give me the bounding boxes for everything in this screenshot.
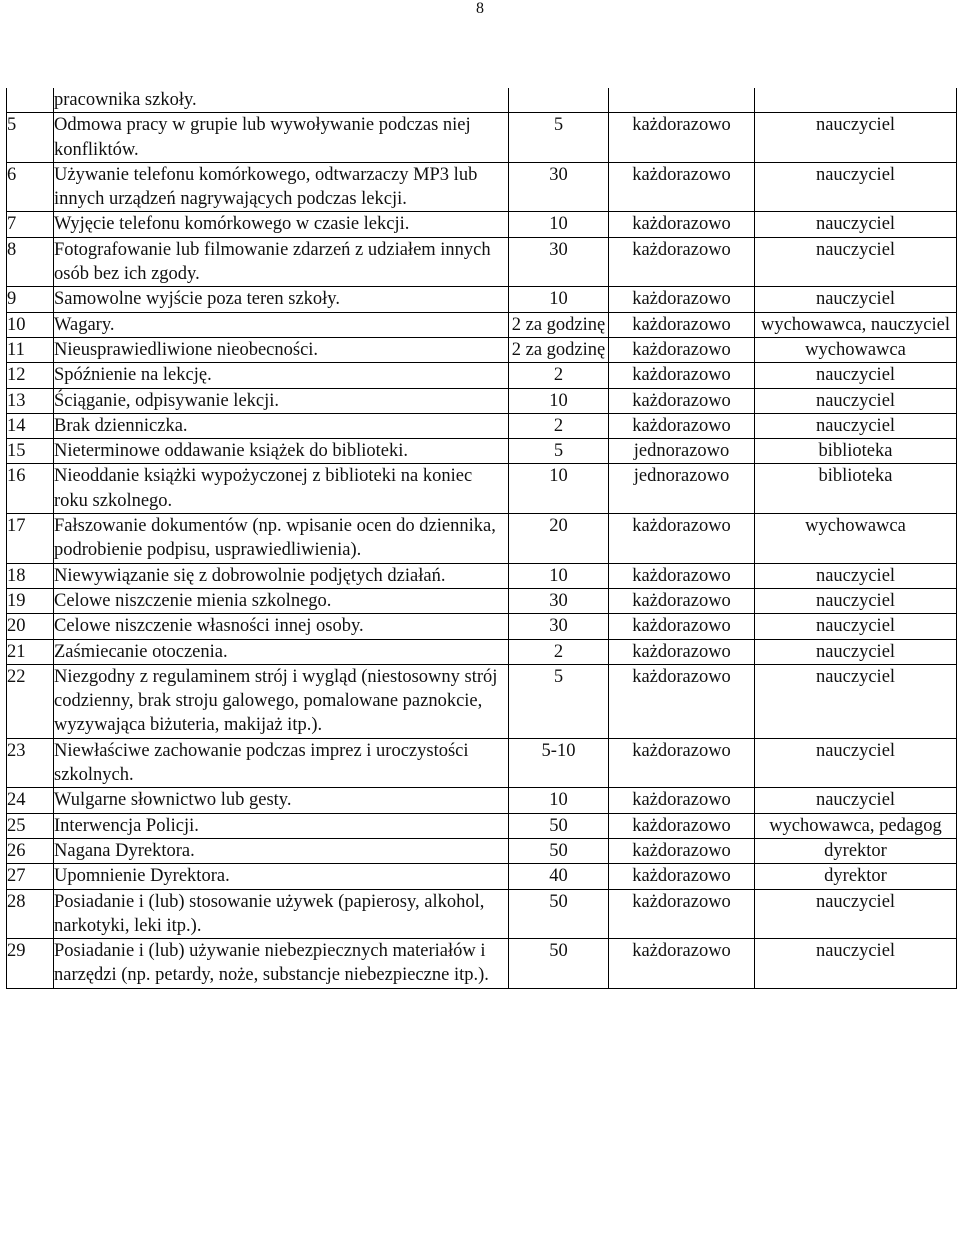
row-assigner: nauczyciel xyxy=(755,588,957,613)
row-description: Fałszowanie dokumentów (np. wpisanie ocen do dziennika, podrobienie podpisu, usprawiedliwienia). xyxy=(54,514,509,564)
row-points: 5-10 xyxy=(509,738,609,788)
row-number: 26 xyxy=(7,838,54,863)
row-points: 2 xyxy=(509,363,609,388)
row-description: Nieusprawiedliwione nieobecności. xyxy=(54,337,509,362)
table-row xyxy=(7,614,957,639)
row-assigner: nauczyciel xyxy=(755,738,957,788)
row-number: 12 xyxy=(7,363,54,388)
row-number: 23 xyxy=(7,738,54,788)
row-description: Posiadanie i (lub) stosowanie używek (papierosy, alkohol, narkotyki, leki itp.). xyxy=(54,889,509,939)
row-frequency: każdorazowo xyxy=(609,388,755,413)
row-frequency: każdorazowo xyxy=(609,563,755,588)
row-assigner: nauczyciel xyxy=(755,287,957,312)
row-frequency: każdorazowo xyxy=(609,864,755,889)
row-number: 27 xyxy=(7,864,54,889)
row-frequency: każdorazowo xyxy=(609,413,755,438)
row-description: Celowe niszczenie mienia szkolnego. xyxy=(54,588,509,613)
row-frequency: każdorazowo xyxy=(609,337,755,362)
row-assigner: nauczyciel xyxy=(755,162,957,212)
row-assigner: nauczyciel xyxy=(755,664,957,738)
table-row xyxy=(7,287,957,312)
row-assigner: nauczyciel xyxy=(755,939,957,989)
row-points: 10 xyxy=(509,388,609,413)
row-assigner: nauczyciel xyxy=(755,237,957,287)
row-frequency: każdorazowo xyxy=(609,113,755,163)
row-assigner: nauczyciel xyxy=(755,563,957,588)
row-assigner xyxy=(755,88,957,113)
row-frequency: każdorazowo xyxy=(609,939,755,989)
table-row xyxy=(7,162,957,212)
row-frequency: jednorazowo xyxy=(609,464,755,514)
table-row xyxy=(7,939,957,989)
row-description: Niewłaściwe zachowanie podczas imprez i uroczystości szkolnych. xyxy=(54,738,509,788)
row-description: Używanie telefonu komórkowego, odtwarzaczy MP3 lub innych urządzeń nagrywających podczas lekcji. xyxy=(54,162,509,212)
row-frequency: każdorazowo xyxy=(609,813,755,838)
row-number: 13 xyxy=(7,388,54,413)
row-number: 28 xyxy=(7,889,54,939)
table-row xyxy=(7,388,957,413)
row-frequency: każdorazowo xyxy=(609,514,755,564)
row-assigner: dyrektor xyxy=(755,838,957,863)
row-frequency: każdorazowo xyxy=(609,312,755,337)
row-description: Niewywiązanie się z dobrowolnie podjętych działań. xyxy=(54,563,509,588)
row-number: 10 xyxy=(7,312,54,337)
row-points xyxy=(509,88,609,113)
row-points: 30 xyxy=(509,588,609,613)
row-points: 40 xyxy=(509,864,609,889)
row-description: Samowolne wyjście poza teren szkoły. xyxy=(54,287,509,312)
table-row xyxy=(7,864,957,889)
table-row xyxy=(7,413,957,438)
row-description: Nieoddanie książki wypożyczonej z biblioteki na koniec roku szkolnego. xyxy=(54,464,509,514)
row-description: pracownika szkoły. xyxy=(54,88,509,113)
row-assigner: nauczyciel xyxy=(755,639,957,664)
row-points: 2 xyxy=(509,413,609,438)
row-points: 5 xyxy=(509,664,609,738)
table-row xyxy=(7,563,957,588)
row-frequency: każdorazowo xyxy=(609,287,755,312)
table-row xyxy=(7,363,957,388)
row-number: 5 xyxy=(7,113,54,163)
table-row xyxy=(7,639,957,664)
penalty-points-table xyxy=(6,88,957,989)
row-number: 16 xyxy=(7,464,54,514)
table-row xyxy=(7,788,957,813)
table-row xyxy=(7,664,957,738)
row-points: 2 za godzinę xyxy=(509,312,609,337)
row-number: 29 xyxy=(7,939,54,989)
row-description: Wulgarne słownictwo lub gesty. xyxy=(54,788,509,813)
row-description: Upomnienie Dyrektora. xyxy=(54,864,509,889)
row-frequency: każdorazowo xyxy=(609,664,755,738)
table-row xyxy=(7,464,957,514)
row-frequency: każdorazowo xyxy=(609,738,755,788)
row-points: 5 xyxy=(509,113,609,163)
row-frequency: każdorazowo xyxy=(609,237,755,287)
table-row xyxy=(7,588,957,613)
row-frequency: każdorazowo xyxy=(609,639,755,664)
row-assigner: nauczyciel xyxy=(755,388,957,413)
row-frequency: każdorazowo xyxy=(609,614,755,639)
row-frequency: każdorazowo xyxy=(609,162,755,212)
row-description: Brak dzienniczka. xyxy=(54,413,509,438)
row-assigner: wychowawca xyxy=(755,337,957,362)
row-points: 50 xyxy=(509,838,609,863)
row-points: 5 xyxy=(509,439,609,464)
row-points: 50 xyxy=(509,939,609,989)
row-points: 10 xyxy=(509,788,609,813)
row-points: 30 xyxy=(509,614,609,639)
row-description: Spóźnienie na lekcję. xyxy=(54,363,509,388)
row-points: 30 xyxy=(509,162,609,212)
row-number: 7 xyxy=(7,212,54,237)
table-row xyxy=(7,813,957,838)
row-assigner: nauczyciel xyxy=(755,614,957,639)
row-assigner: nauczyciel xyxy=(755,363,957,388)
row-points: 10 xyxy=(509,464,609,514)
row-points: 30 xyxy=(509,237,609,287)
row-number: 14 xyxy=(7,413,54,438)
table-row-continuation xyxy=(7,88,957,113)
row-assigner: nauczyciel xyxy=(755,788,957,813)
table-row xyxy=(7,838,957,863)
row-number: 11 xyxy=(7,337,54,362)
row-number: 19 xyxy=(7,588,54,613)
row-number: 24 xyxy=(7,788,54,813)
row-description: Nagana Dyrektora. xyxy=(54,838,509,863)
row-assigner: wychowawca, nauczyciel xyxy=(755,312,957,337)
table-row xyxy=(7,439,957,464)
page-number: 8 xyxy=(476,0,484,17)
table-row xyxy=(7,113,957,163)
row-assigner: biblioteka xyxy=(755,464,957,514)
table-row xyxy=(7,738,957,788)
row-frequency: każdorazowo xyxy=(609,838,755,863)
row-assigner: dyrektor xyxy=(755,864,957,889)
row-description: Zaśmiecanie otoczenia. xyxy=(54,639,509,664)
row-assigner: nauczyciel xyxy=(755,113,957,163)
row-frequency: każdorazowo xyxy=(609,212,755,237)
row-points: 10 xyxy=(509,287,609,312)
row-number: 15 xyxy=(7,439,54,464)
table-row xyxy=(7,212,957,237)
row-number: 9 xyxy=(7,287,54,312)
row-points: 10 xyxy=(509,563,609,588)
row-points: 20 xyxy=(509,514,609,564)
row-assigner: nauczyciel xyxy=(755,212,957,237)
row-description: Odmowa pracy w grupie lub wywoływanie podczas niej konfliktów. xyxy=(54,113,509,163)
row-assigner: wychowawca, pedagog xyxy=(755,813,957,838)
row-frequency: każdorazowo xyxy=(609,363,755,388)
row-number: 6 xyxy=(7,162,54,212)
row-number: 21 xyxy=(7,639,54,664)
row-points: 2 za godzinę xyxy=(509,337,609,362)
row-assigner: wychowawca xyxy=(755,514,957,564)
row-number xyxy=(7,88,54,113)
row-points: 10 xyxy=(509,212,609,237)
row-number: 20 xyxy=(7,614,54,639)
row-number: 25 xyxy=(7,813,54,838)
row-assigner: biblioteka xyxy=(755,439,957,464)
table-row xyxy=(7,237,957,287)
row-description: Celowe niszczenie własności innej osoby. xyxy=(54,614,509,639)
table-row xyxy=(7,337,957,362)
row-number: 8 xyxy=(7,237,54,287)
row-description: Wyjęcie telefonu komórkowego w czasie lekcji. xyxy=(54,212,509,237)
row-number: 18 xyxy=(7,563,54,588)
row-description: Ściąganie, odpisywanie lekcji. xyxy=(54,388,509,413)
row-points: 50 xyxy=(509,813,609,838)
row-number: 17 xyxy=(7,514,54,564)
row-frequency xyxy=(609,88,755,113)
row-description: Posiadanie i (lub) używanie niebezpiecznych materiałów i narzędzi (np. petardy, noże, substancje niebezpieczne itp.). xyxy=(54,939,509,989)
row-frequency: każdorazowo xyxy=(609,588,755,613)
row-description: Nieterminowe oddawanie książek do biblioteki. xyxy=(54,439,509,464)
table-row xyxy=(7,312,957,337)
row-description: Niezgodny z regulaminem strój i wygląd (niestosowny strój codzienny, brak stroju galowego, pomalowane paznokcie, wyzywająca biżuteria, makijaż itp.). xyxy=(54,664,509,738)
table-body xyxy=(7,88,957,988)
row-number: 22 xyxy=(7,664,54,738)
row-assigner: nauczyciel xyxy=(755,889,957,939)
row-description: Fotografowanie lub filmowanie zdarzeń z udziałem innych osób bez ich zgody. xyxy=(54,237,509,287)
row-frequency: jednorazowo xyxy=(609,439,755,464)
row-description: Interwencja Policji. xyxy=(54,813,509,838)
table-row xyxy=(7,514,957,564)
row-frequency: każdorazowo xyxy=(609,788,755,813)
row-points: 50 xyxy=(509,889,609,939)
row-description: Wagary. xyxy=(54,312,509,337)
row-assigner: nauczyciel xyxy=(755,413,957,438)
row-frequency: każdorazowo xyxy=(609,889,755,939)
row-points: 2 xyxy=(509,639,609,664)
table-row xyxy=(7,889,957,939)
